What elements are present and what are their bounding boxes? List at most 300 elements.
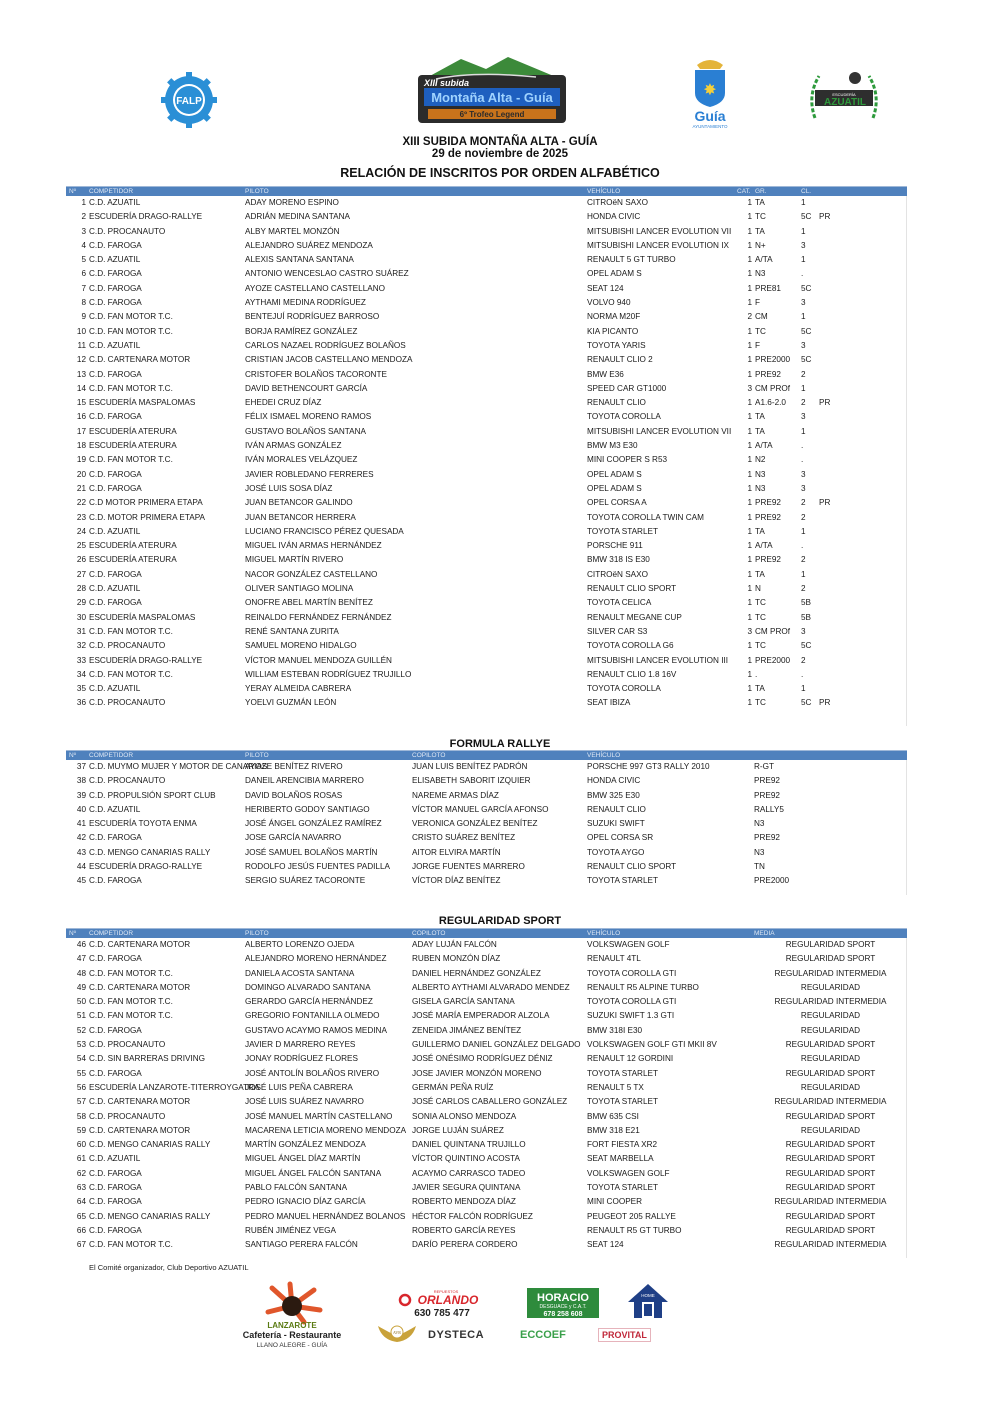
codriver: JUAN LUIS BENÍTEZ PADRÓN — [412, 762, 528, 771]
category: 1 — [747, 255, 752, 265]
driver: FÉLIX ISMAEL MORENO RAMOS — [245, 412, 372, 422]
vehicle: SUZUKI SWIFT 1.3 GTI — [587, 1011, 675, 1021]
table-row — [66, 967, 907, 981]
col-header-competitor: COMPETIDOR — [89, 188, 134, 195]
col-header-media: MEDIA — [754, 930, 775, 937]
media: REGULARIDAD SPORT — [785, 1183, 876, 1193]
table-row — [66, 568, 907, 582]
competitor: C.D. FAROGA — [89, 1197, 142, 1207]
table-row — [66, 239, 907, 253]
vehicle: RENAULT CLIO — [587, 398, 646, 408]
entry-number: 31 — [76, 626, 86, 636]
category: 1 — [747, 326, 752, 336]
pr-flag — [816, 668, 907, 682]
table-row — [66, 296, 907, 310]
group: A/TA — [755, 541, 773, 551]
driver: JUAN BETANCOR GALINDO — [245, 498, 353, 508]
col-header-group: GR. — [755, 188, 767, 195]
class: 3 — [801, 298, 806, 308]
category: 1 — [747, 526, 752, 536]
entry-number: 50 — [76, 997, 86, 1007]
group: R-GT — [754, 762, 775, 771]
entry-number: 9 — [81, 312, 86, 322]
table-row — [66, 874, 907, 888]
codriver: JOSE JAVIER MONZÓN MORENO — [412, 1068, 542, 1078]
group: TC — [755, 212, 766, 222]
pr-flag — [816, 553, 907, 567]
regularidad-title: REGULARIDAD SPORT — [438, 915, 562, 927]
pr-flag — [816, 382, 907, 396]
entry-number: 27 — [76, 569, 86, 579]
category: 1 — [747, 498, 752, 508]
driver: BENTEJUÍ RODRÍGUEZ BARROSO — [245, 312, 380, 322]
driver: ALBERTO LORENZO OJEDA — [245, 940, 355, 949]
table-row — [66, 1024, 907, 1038]
competitor: C.D. FAROGA — [89, 269, 142, 279]
table-row — [66, 817, 907, 831]
group: TA — [755, 412, 765, 422]
category: 1 — [747, 655, 752, 665]
media: REGULARIDAD SPORT — [785, 1225, 876, 1235]
competitor: C.D. FAROGA — [89, 954, 142, 964]
entry-number: 26 — [76, 555, 86, 565]
class: 2 — [801, 498, 806, 508]
group: TA — [755, 684, 765, 694]
competitor: C.D. MENGO CANARIAS RALLY — [89, 1211, 211, 1221]
category: 1 — [747, 426, 752, 436]
codriver: ALBERTO AYTHAMI ALVARADO MENDEZ — [412, 982, 570, 992]
driver: JOSÉ LUIS SOSA DÍAZ — [245, 483, 333, 493]
category: 1 — [747, 198, 752, 207]
driver: SERGIO SUÁREZ TACORONTE — [245, 876, 366, 886]
group: A/TA — [755, 441, 773, 451]
entry-number: 37 — [76, 762, 86, 771]
driver: GUSTAVO BOLAÑOS SANTANA — [245, 426, 367, 436]
driver: MARTÍN GONZÁLEZ MENDOZA — [245, 1140, 366, 1150]
entry-number: 52 — [76, 1025, 86, 1035]
media: REGULARIDAD INTERMEDIA — [774, 1097, 887, 1107]
codriver: JOSÉ MARÍA EMPERADOR ALZOLA — [412, 1011, 550, 1021]
driver: JONAY RODRÍGUEZ FLORES — [245, 1054, 358, 1064]
group: N3 — [754, 819, 765, 829]
driver: GUSTAVO ACAYMO RAMOS MEDINA — [245, 1025, 387, 1035]
codriver: GISELA GARCÍA SANTANA — [412, 997, 515, 1007]
azuatil-logo-top: ESCUDERÍA — [832, 92, 856, 97]
vehicle: TOYOTA COROLLA G6 — [587, 641, 674, 651]
competitor: C.D. FAROGA — [89, 833, 142, 843]
entry-number: 56 — [76, 1082, 86, 1092]
table-row — [66, 382, 907, 396]
table-row — [66, 267, 907, 281]
guia-logo-sub: AYUNTAMIENTO — [692, 124, 728, 129]
class: 3 — [801, 412, 806, 422]
table-row — [66, 1195, 907, 1209]
category: 1 — [747, 541, 752, 551]
sponsor-eccoef-logo: ECCOEF — [520, 1329, 566, 1341]
driver: IVÁN MORALES VELÁZQUEZ — [245, 455, 358, 465]
table-row — [66, 1009, 907, 1023]
col-header-class: CL. — [801, 188, 812, 195]
class: 1 — [801, 255, 806, 265]
codriver: DANIEL HERNÁNDEZ GONZÁLEZ — [412, 968, 541, 978]
class: 1 — [801, 226, 806, 236]
competitor: C.D. CARTENARA MOTOR — [89, 1125, 191, 1135]
table-row — [66, 525, 907, 539]
vehicle: BMW 635 CSI — [587, 1111, 639, 1121]
codriver: DARÍO PERERA CORDERO — [412, 1240, 518, 1250]
group: F — [755, 298, 761, 308]
codriver: JORGE FUENTES MARRERO — [412, 862, 525, 872]
table-row — [66, 496, 907, 510]
horacio-name: HORACIO — [537, 1292, 589, 1304]
group: TC — [755, 698, 766, 708]
vehicle: VOLVO 940 — [587, 298, 631, 308]
entry-number: 24 — [76, 526, 86, 536]
table-row — [66, 553, 907, 567]
entry-number: 8 — [81, 298, 86, 308]
media: REGULARIDAD SPORT — [785, 1211, 876, 1221]
vehicle: RENAULT CLIO 2 — [587, 355, 653, 365]
class: 3 — [801, 469, 806, 479]
table-row — [66, 1167, 907, 1181]
category: 1 — [747, 455, 752, 465]
driver: JOSÉ SAMUEL BOLAÑOS MARTÍN — [245, 847, 378, 857]
table-row — [66, 353, 907, 367]
fatp-logo — [160, 71, 218, 129]
col-header-num: Nº — [69, 188, 77, 195]
table-row — [66, 539, 907, 553]
group: PRE92 — [755, 555, 781, 565]
table-row — [66, 396, 907, 410]
group: TA — [755, 198, 765, 207]
group: CM PROf — [755, 383, 791, 393]
media: REGULARIDAD SPORT — [785, 1111, 876, 1121]
group: TA — [755, 226, 765, 236]
entry-number: 57 — [76, 1097, 86, 1107]
entry-number: 45 — [76, 876, 86, 886]
category: 1 — [747, 212, 752, 222]
entry-number: 54 — [76, 1054, 86, 1064]
vehicle: BMW 318 E21 — [587, 1125, 640, 1135]
group: N3 — [755, 269, 766, 279]
entry-number: 33 — [76, 655, 86, 665]
class: 3 — [801, 340, 806, 350]
formula-rallye-table — [66, 750, 907, 889]
vehicle: TOYOTA COROLLA TWIN CAM — [587, 512, 704, 522]
vehicle: BMW M3 E30 — [587, 441, 638, 451]
competitor: C.D. AZUATIL — [89, 198, 141, 207]
col-header-cat: CAT. — [737, 188, 751, 195]
group: TC — [755, 598, 766, 608]
driver: JOSE GARCÍA NAVARRO — [245, 833, 342, 843]
driver: DOMINGO ALVARADO SANTANA — [245, 982, 371, 992]
table-row — [66, 611, 907, 625]
vehicle: MITSUBISHI LANCER EVOLUTION III — [587, 655, 729, 665]
category: 1 — [747, 412, 752, 422]
col-header-vehicle: VEHÍCULO — [587, 752, 621, 759]
pr-flag — [816, 468, 907, 482]
class: 5B — [801, 598, 812, 608]
entry-number: 41 — [76, 819, 86, 829]
competitor: ESCUDERÍA DRAGO-RALLYE — [89, 862, 203, 872]
vehicle: NORMA M20F — [587, 312, 641, 322]
table-row — [66, 938, 907, 952]
table-row — [66, 310, 907, 324]
table-row — [66, 860, 907, 874]
fatp-logo-text: FALP — [176, 96, 202, 107]
driver: LUCIANO FRANCISCO PÉREZ QUESADA — [245, 526, 404, 536]
group: N3 — [754, 847, 765, 857]
competitor: C.D. MOTOR PRIMERA ETAPA — [89, 512, 206, 522]
entry-number: 63 — [76, 1183, 86, 1193]
driver: DANIELA ACOSTA SANTANA — [245, 968, 355, 978]
col-header-codriver: COPILOTO — [412, 930, 446, 937]
table-row — [66, 774, 907, 788]
vehicle: TOYOTA COROLLA — [587, 684, 661, 694]
orlando-name: ORLANDO — [417, 1293, 479, 1307]
vehicle: SEAT 124 — [587, 1240, 624, 1250]
vehicle: MINI COOPER — [587, 1197, 643, 1207]
vehicle: PEUGEOT 205 RALLYE — [587, 1211, 676, 1221]
driver: PEDRO IGNACIO DÍAZ GARCÍA — [245, 1197, 366, 1207]
table-row — [66, 639, 907, 653]
entry-number: 4 — [81, 240, 86, 250]
competitor: C.D. FAN MOTOR T.C. — [89, 312, 173, 322]
pr-flag: PR — [819, 398, 831, 408]
vehicle: CITROëN SAXO — [587, 569, 648, 579]
competitor: C.D. CARTENARA MOTOR — [89, 940, 191, 949]
competitor: C.D. FAROGA — [89, 1168, 142, 1178]
table-row — [66, 1224, 907, 1238]
driver: ALBY MARTEL MONZÓN — [245, 226, 340, 236]
entry-number: 18 — [76, 441, 86, 451]
pr-flag — [816, 310, 907, 324]
driver: MACARENA LETICIA MORENO MENDOZA — [245, 1125, 407, 1135]
vehicle: SILVER CAR S3 — [587, 626, 648, 636]
col-header-num: Nº — [69, 752, 77, 759]
category: 1 — [747, 441, 752, 451]
competitor: C.D. FAROGA — [89, 412, 142, 422]
entry-number: 23 — [76, 512, 86, 522]
table-row — [66, 995, 907, 1009]
group: TA — [755, 526, 765, 536]
pr-flag — [816, 253, 907, 267]
pr-flag — [816, 425, 907, 439]
pr-flag — [816, 296, 907, 310]
competitor: C.D. FAN MOTOR T.C. — [89, 1011, 173, 1021]
entry-number: 5 — [81, 255, 86, 265]
competitor: ESCUDERÍA ATERURA — [89, 541, 177, 551]
vehicle: RENAULT 5 TX — [587, 1082, 644, 1092]
class: 1 — [801, 684, 806, 694]
driver: ANTONIO WENCESLAO CASTRO SUÁREZ — [245, 269, 409, 279]
class: 1 — [801, 383, 806, 393]
competitor: ESCUDERÍA LANZAROTE-TITERROYGATRA — [89, 1082, 260, 1092]
vehicle: TOYOTA COROLLA GTI — [587, 968, 677, 978]
class: 1 — [801, 426, 806, 436]
group: CM PROf — [755, 626, 791, 636]
competitor: C.D. PROCANAUTO — [89, 641, 166, 651]
col-header-vehicle: VEHÍCULO — [587, 188, 621, 195]
driver: JOSÉ LUIS PEÑA CABRERA — [245, 1082, 353, 1092]
media: REGULARIDAD — [800, 1125, 861, 1135]
orlando-top: REPUESTOS — [433, 1289, 459, 1294]
vehicle: VOLKSWAGEN GOLF — [587, 940, 670, 949]
vehicle: TOYOTA STARLET — [587, 876, 658, 886]
col-header-group — [751, 751, 907, 761]
pr-flag — [816, 654, 907, 668]
competitor: C.D. FAROGA — [89, 298, 142, 308]
entry-number: 20 — [76, 469, 86, 479]
vehicle: PORSCHE 911 — [587, 541, 643, 551]
media: REGULARIDAD INTERMEDIA — [774, 968, 887, 978]
pr-flag — [816, 539, 907, 553]
vehicle: SUZUKI SWIFT — [587, 819, 645, 829]
competitor: C.D. FAROGA — [89, 483, 142, 493]
driver: SANTIAGO PERERA FALCÓN — [245, 1240, 358, 1250]
codriver: JOSÉ CARLOS CABALLERO GONZÁLEZ — [412, 1097, 568, 1107]
competitor: C.D. FAROGA — [89, 369, 142, 379]
group: TN — [754, 862, 765, 872]
list-subtitle: RELACIÓN DE INSCRITOS POR ORDEN ALFABÉTICO — [340, 166, 660, 180]
organizer-note: El Comité organizador, Club Deportivo AZUATIL — [89, 1263, 249, 1272]
table-row — [66, 1095, 907, 1109]
driver: SAMUEL MORENO HIDALGO — [245, 641, 357, 651]
entry-number: 35 — [76, 684, 86, 694]
entry-number: 67 — [76, 1240, 86, 1250]
event-logo-line2: Montaña Alta - Guía — [431, 90, 553, 105]
driver: AYOZE CASTELLANO CASTELLANO — [245, 283, 385, 293]
competitor: C.D. FAROGA — [89, 1068, 142, 1078]
category: 1 — [747, 240, 752, 250]
pr-flag — [816, 339, 907, 353]
table-row — [66, 1124, 907, 1138]
media: REGULARIDAD — [800, 1082, 861, 1092]
guia-logo — [680, 55, 740, 130]
group: TA — [755, 426, 765, 436]
vehicle: OPEL ADAM S — [587, 483, 642, 493]
vehicle: RENAULT CLIO — [587, 804, 646, 814]
class: 5C — [801, 641, 812, 651]
table-header-row — [66, 751, 907, 761]
competitor: C.D. FAN MOTOR T.C. — [89, 326, 173, 336]
table-row — [66, 668, 907, 682]
codriver: GUILLERMO DANIEL GONZÁLEZ DELGADO — [412, 1040, 581, 1050]
competitor: C.D. FAROGA — [89, 598, 142, 608]
codriver: CRISTO SUÁREZ BENÍTEZ — [412, 833, 516, 843]
class: 1 — [801, 569, 806, 579]
event-logo-line3: 6º Trofeo Legend — [459, 110, 525, 119]
competitor: C.D. AZUATIL — [89, 1154, 141, 1164]
media: REGULARIDAD INTERMEDIA — [774, 1240, 887, 1250]
vehicle: RENAULT CLIO SPORT — [587, 584, 677, 594]
group: TA — [755, 569, 765, 579]
pr-flag — [816, 625, 907, 639]
group: N2 — [755, 455, 766, 465]
category: 1 — [747, 355, 752, 365]
competitor: ESCUDERÍA DRAGO-RALLYE — [89, 212, 203, 222]
category: 1 — [747, 684, 752, 694]
lanzarote-name: LANZAROTE — [267, 1321, 317, 1330]
class: 1 — [801, 312, 806, 322]
entry-number: 11 — [77, 340, 86, 350]
table-row — [66, 981, 907, 995]
entry-number: 34 — [76, 669, 86, 679]
vehicle: TOYOTA STARLET — [587, 526, 658, 536]
driver: MIGUEL ÁNGEL FALCÓN SANTANA — [245, 1168, 382, 1178]
vehicle: RENAULT MEGANE CUP — [587, 612, 682, 622]
competitor: ESCUDERÍA MASPALOMAS — [89, 612, 196, 622]
category: 1 — [747, 698, 752, 708]
pr-flag: PR — [819, 498, 831, 508]
driver: CRISTIAN JACOB CASTELLANO MENDOZA — [245, 355, 413, 365]
entry-number: 15 — [76, 398, 86, 408]
pr-flag — [816, 511, 907, 525]
pr-flag: PR — [819, 212, 831, 222]
vehicle: MITSUBISHI LANCER EVOLUTION VII — [587, 226, 732, 236]
table-row — [66, 225, 907, 239]
vehicle: VOLKSWAGEN GOLF GTI MKII 8V — [587, 1040, 717, 1050]
driver: YOELVI GUZMÁN LEÓN — [245, 698, 337, 708]
entry-number: 19 — [76, 455, 86, 465]
table-header-row — [66, 929, 907, 939]
class: 5C — [801, 355, 812, 365]
table-row — [66, 803, 907, 817]
group: . — [755, 669, 758, 679]
table-row — [66, 760, 907, 774]
table-row — [66, 325, 907, 339]
vehicle: TOYOTA YARIS — [587, 340, 646, 350]
category: 1 — [747, 584, 752, 594]
driver: JAVIER ROBLEDANO FERRERES — [245, 469, 374, 479]
competitor: C.D. FAROGA — [89, 283, 142, 293]
driver: AYTHAMI MEDINA RODRÍGUEZ — [245, 298, 366, 308]
pr-flag — [816, 225, 907, 239]
vehicle: TOYOTA COROLLA GTI — [587, 997, 677, 1007]
sponsor-horacio-logo — [527, 1288, 599, 1318]
pr-flag — [816, 282, 907, 296]
competitor: C.D. PROCANAUTO — [89, 698, 166, 708]
competitor: C.D. AZUATIL — [89, 526, 141, 536]
group: TC — [755, 326, 766, 336]
table-row — [66, 1110, 907, 1124]
entry-number: 65 — [76, 1211, 86, 1221]
driver: JOSÉ ÁNGEL GONZÁLEZ RAMÍREZ — [245, 819, 382, 829]
competitor: ESCUDERÍA ATERURA — [89, 441, 177, 451]
table-row — [66, 1081, 907, 1095]
category: 1 — [747, 641, 752, 651]
vehicle: RENAULT 5 GT TURBO — [587, 255, 676, 265]
event-logo — [416, 55, 568, 125]
competitor: C.D. FAROGA — [89, 1225, 142, 1235]
entry-number: 32 — [76, 641, 86, 651]
group: N3 — [755, 469, 766, 479]
class: 2 — [801, 555, 806, 565]
competitor: C.D MOTOR PRIMERA ETAPA — [89, 498, 203, 508]
event-date: 29 de noviembre de 2025 — [431, 148, 569, 160]
entry-number: 51 — [76, 1011, 86, 1021]
category: 1 — [747, 612, 752, 622]
media: REGULARIDAD SPORT — [785, 1068, 876, 1078]
competitor: C.D. FAN MOTOR T.C. — [89, 968, 173, 978]
category: 1 — [747, 340, 752, 350]
category: 1 — [747, 269, 752, 279]
category: 1 — [747, 598, 752, 608]
table-row — [66, 425, 907, 439]
class: 2 — [801, 398, 806, 408]
col-header-competitor: COMPETIDOR — [89, 930, 134, 937]
codriver: NAREME ARMAS DÍAZ — [412, 790, 499, 800]
